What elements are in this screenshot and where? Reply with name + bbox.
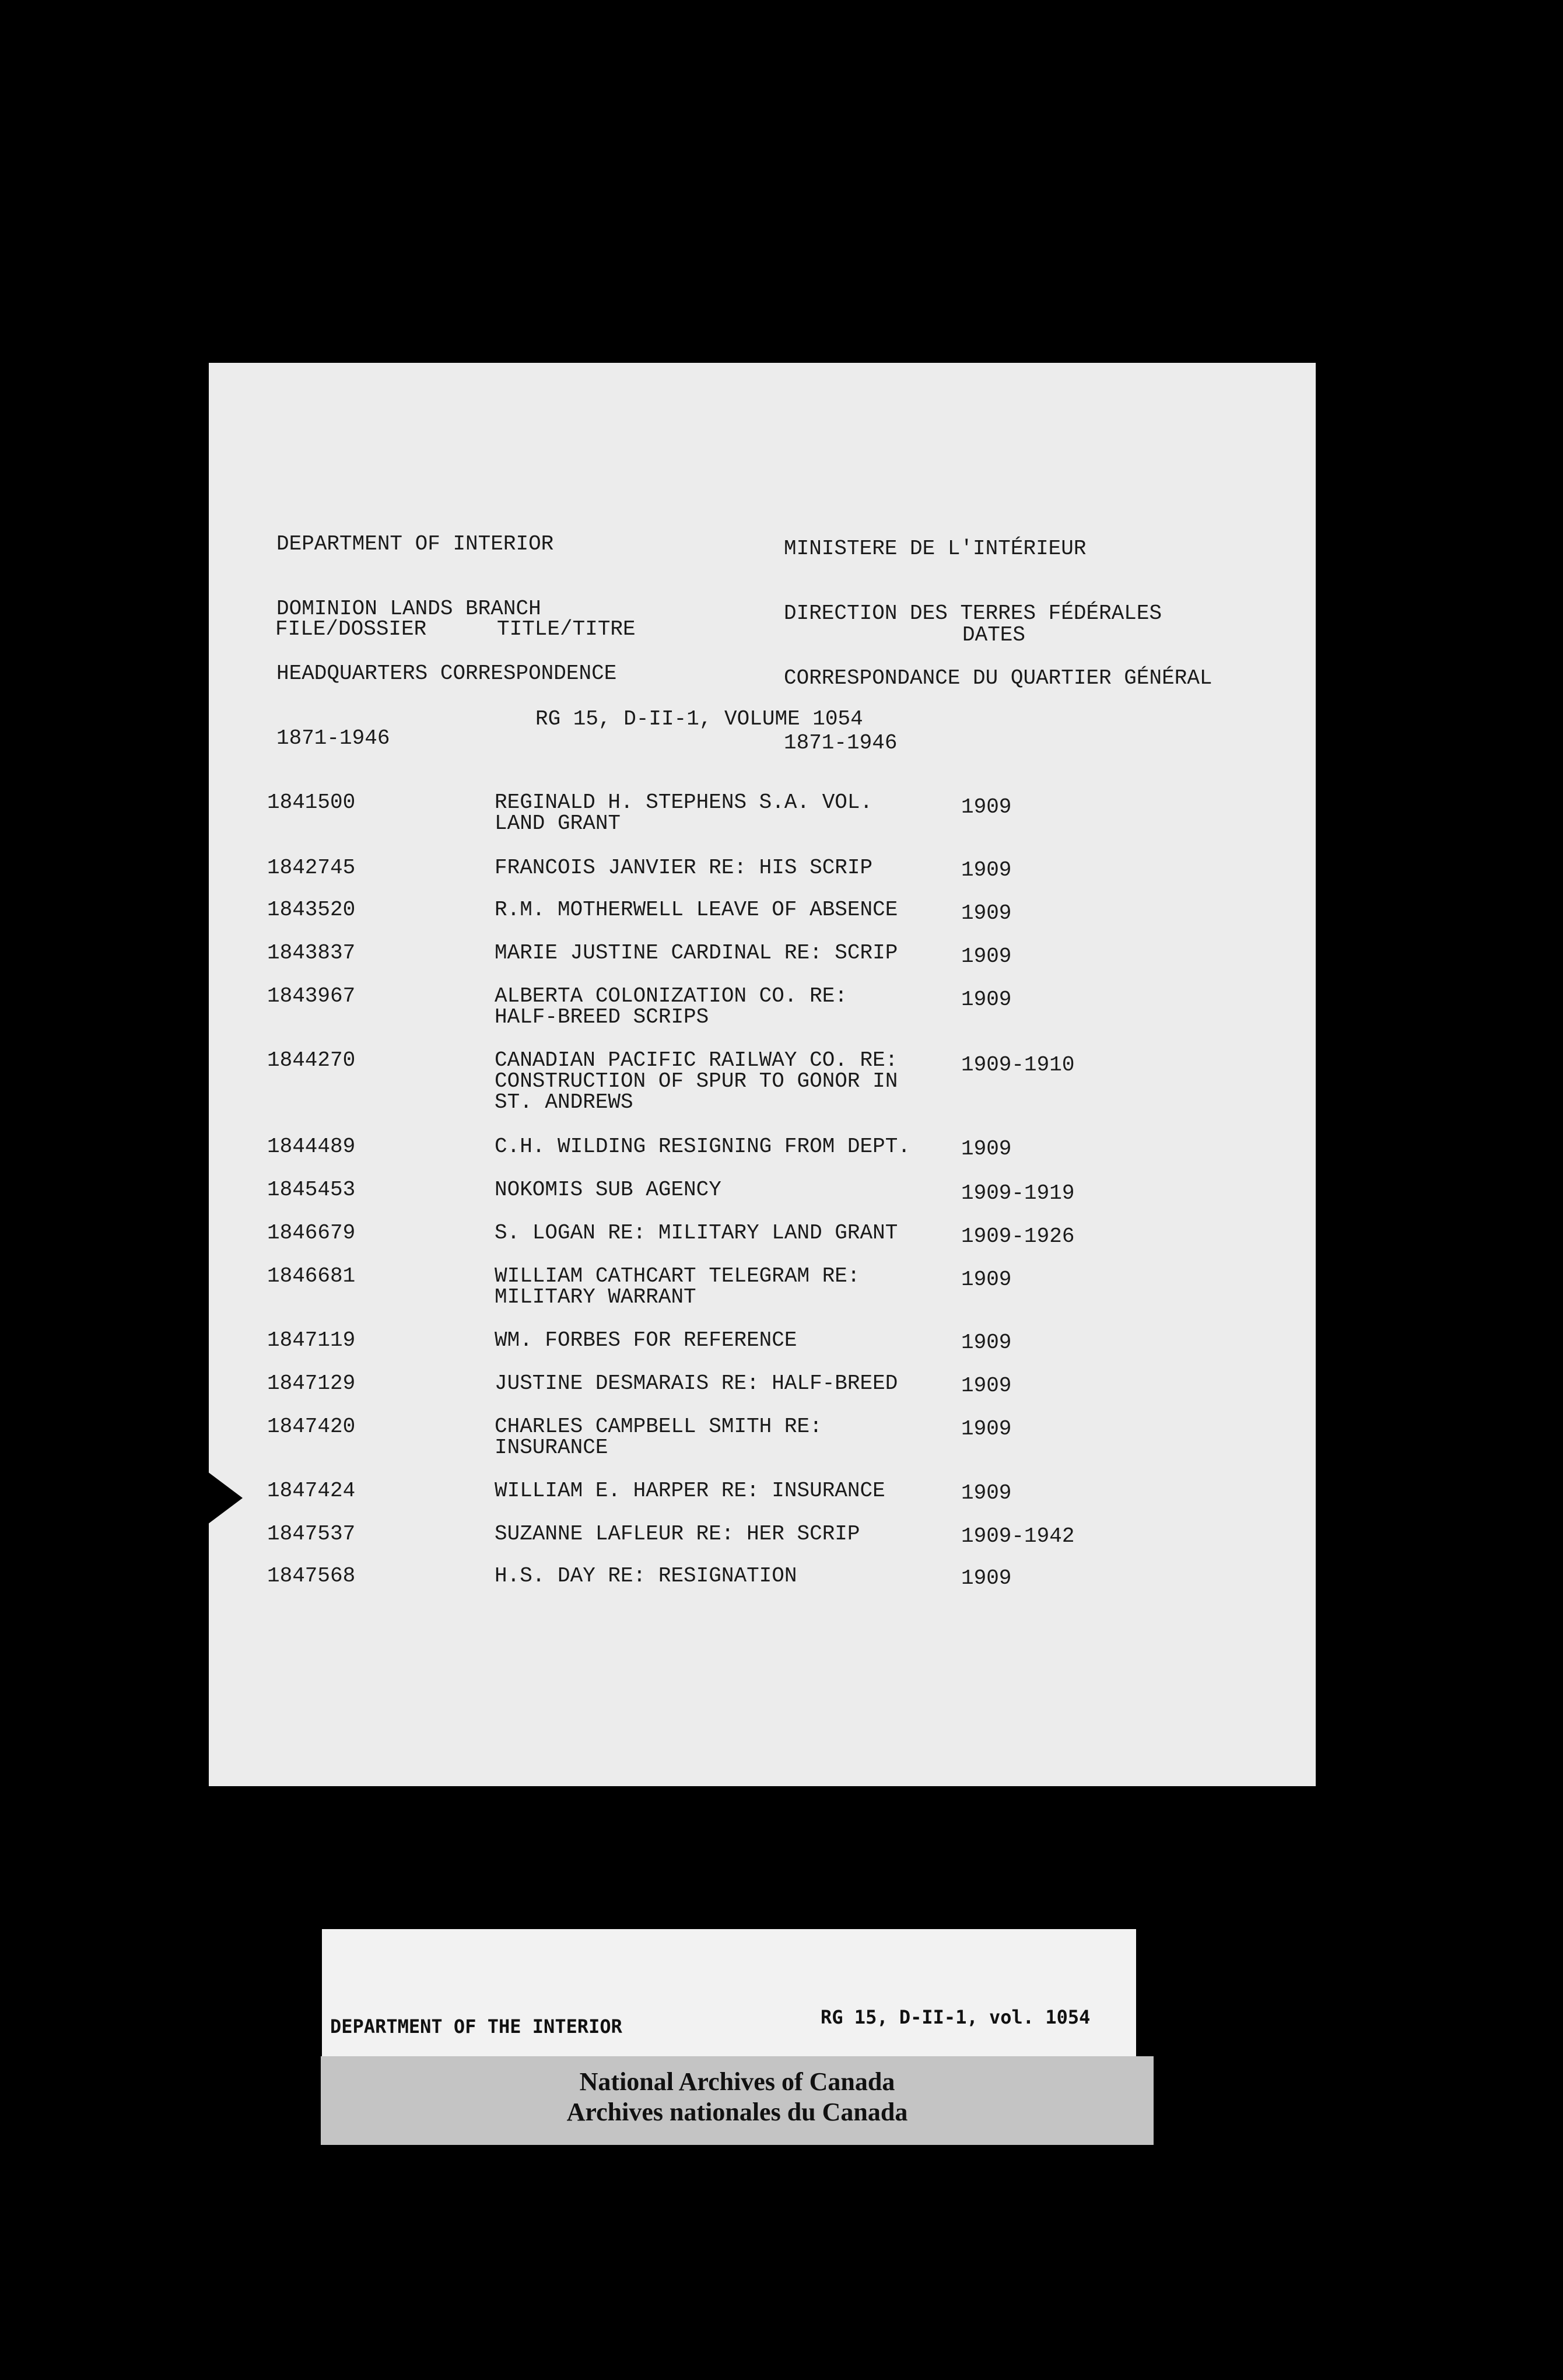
file-title	[495, 986, 961, 1028]
file-title	[495, 1524, 961, 1545]
stamp-line-french: Archives nationales du Canada	[566, 2098, 908, 2126]
title-line: NOKOMIS SUB AGENCY	[495, 1178, 721, 1202]
file-title	[495, 900, 961, 921]
file-title	[495, 943, 961, 964]
header-left	[276, 490, 616, 792]
header-right-line: CORRESPONDANCE DU QUARTIER GÉNÉRAL	[784, 666, 1212, 690]
file-dates: 1909	[961, 1417, 1012, 1441]
title-line: ALBERTA COLONIZATION CO. RE:	[495, 984, 847, 1008]
file-dates: 1909	[961, 1566, 1012, 1590]
header-left-line: DEPARTMENT OF INTERIOR	[276, 532, 554, 556]
header-right-line: DIRECTION DES TERRES FÉDÉRALES	[784, 601, 1162, 625]
file-number: 1847119	[267, 1328, 356, 1352]
stamp-line-english: National Archives of Canada	[579, 2067, 895, 2096]
title-line: C.H. WILDING RESIGNING FROM DEPT.	[495, 1135, 910, 1158]
title-line: FRANCOIS JANVIER RE: HIS SCRIP	[495, 856, 873, 880]
file-dates: 1909	[961, 1137, 1012, 1161]
file-dates: 1909	[961, 1481, 1012, 1505]
file-number: 1844270	[267, 1048, 356, 1072]
file-title	[495, 1373, 961, 1394]
file-dates: 1909	[961, 944, 1012, 968]
file-dates: 1909-1919	[961, 1181, 1075, 1205]
title-line: HALF-BREED SCRIPS	[495, 1005, 709, 1029]
header-left-line: 1871-1946	[276, 726, 390, 750]
column-header-file: FILE/DOSSIER	[275, 617, 427, 641]
file-title	[495, 792, 961, 834]
title-line: CHARLES CAMPBELL SMITH RE:	[495, 1415, 822, 1438]
file-number: 1841500	[267, 790, 356, 814]
title-line: R.M. MOTHERWELL LEAVE OF ABSENCE	[495, 898, 898, 922]
file-title	[495, 858, 961, 878]
title-line: CANADIAN PACIFIC RAILWAY CO. RE:	[495, 1048, 898, 1072]
document-sheet	[209, 363, 1316, 1786]
file-number: 1843967	[267, 984, 356, 1008]
header-left-line: DOMINION LANDS BRANCH	[276, 597, 541, 621]
title-line: INSURANCE	[495, 1436, 608, 1460]
file-title	[495, 1136, 961, 1157]
title-line: CONSTRUCTION OF SPUR TO GONOR IN	[495, 1069, 898, 1093]
header-right-line: MINISTERE DE L'INTÉRIEUR	[784, 537, 1087, 561]
archives-stamp	[321, 2056, 1154, 2145]
file-dates: 1909	[961, 1268, 1012, 1292]
file-number: 1845453	[267, 1178, 356, 1202]
title-line: WILLIAM E. HARPER RE: INSURANCE	[495, 1479, 885, 1503]
title-line: SUZANNE LAFLEUR RE: HER SCRIP	[495, 1522, 860, 1546]
file-number: 1847129	[267, 1371, 356, 1395]
file-dates: 1909-1910	[961, 1053, 1075, 1077]
title-line: MILITARY WARRANT	[495, 1285, 696, 1309]
file-number: 1847568	[267, 1564, 356, 1588]
file-number: 1844489	[267, 1135, 356, 1158]
file-number: 1847424	[267, 1479, 356, 1503]
file-dates: 1909-1942	[961, 1524, 1075, 1548]
file-label	[322, 1929, 1136, 2056]
file-title	[495, 1266, 961, 1308]
file-title	[495, 1480, 961, 1502]
sheet-notch	[205, 1470, 243, 1526]
file-title	[495, 1330, 961, 1351]
file-dates: 1909	[961, 1374, 1012, 1398]
file-title	[495, 1416, 961, 1458]
file-title	[495, 1566, 961, 1587]
file-number: 1846681	[267, 1264, 356, 1288]
file-dates: 1909	[961, 795, 1012, 819]
label-line: DEPARTMENT OF THE INTERIOR	[330, 2015, 622, 2038]
title-line: REGINALD H. STEPHENS S.A. VOL.	[495, 790, 873, 814]
title-line: H.S. DAY RE: RESIGNATION	[495, 1564, 797, 1588]
column-header-dates: DATES	[962, 623, 1026, 647]
file-number: 1843837	[267, 941, 356, 965]
title-line: WM. FORBES FOR REFERENCE	[495, 1328, 797, 1352]
file-number: 1847537	[267, 1522, 356, 1546]
file-number: 1846679	[267, 1221, 356, 1245]
title-line: LAND GRANT	[495, 811, 621, 835]
file-dates: 1909	[961, 901, 1012, 925]
file-dates: 1909-1926	[961, 1224, 1075, 1248]
series-reference: RG 15, D-II-1, VOLUME 1054	[535, 707, 863, 731]
title-line: MARIE JUSTINE CARDINAL RE: SCRIP	[495, 941, 898, 965]
file-title	[495, 1050, 961, 1113]
header-left-line: HEADQUARTERS CORRESPONDENCE	[276, 662, 617, 685]
title-line: JUSTINE DESMARAIS RE: HALF-BREED	[495, 1371, 898, 1395]
file-dates: 1909	[961, 988, 1012, 1012]
title-line: ST. ANDREWS	[495, 1090, 633, 1114]
title-line: S. LOGAN RE: MILITARY LAND GRANT	[495, 1221, 898, 1245]
file-number: 1842745	[267, 856, 356, 880]
file-number: 1847420	[267, 1415, 356, 1438]
file-dates: 1909	[961, 858, 1012, 882]
header-right-line: 1871-1946	[784, 731, 898, 755]
column-header-title: TITLE/TITRE	[497, 617, 636, 641]
title-line: WILLIAM CATHCART TELEGRAM RE:	[495, 1264, 860, 1288]
file-title	[495, 1180, 961, 1200]
file-dates: 1909	[961, 1331, 1012, 1354]
file-title	[495, 1223, 961, 1244]
label-line: RG 15, D-II-1, vol. 1054	[821, 2006, 1091, 2028]
file-number: 1843520	[267, 898, 356, 922]
